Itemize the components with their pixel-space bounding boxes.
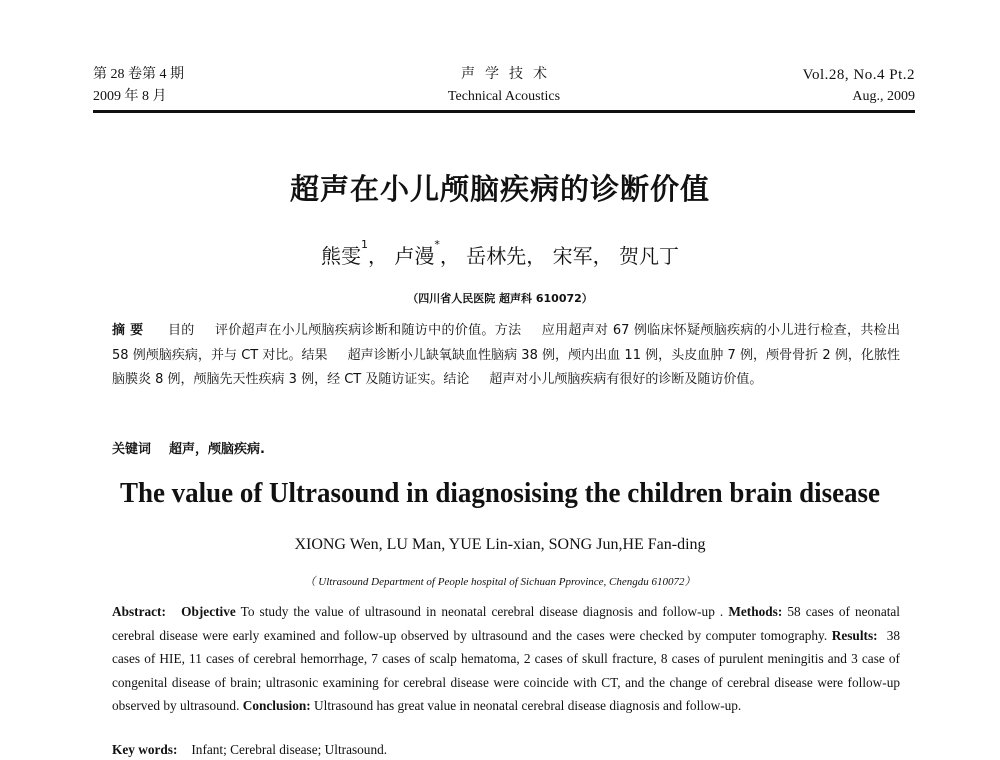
conclusion-text-en: Ultrasound has great value in neonatal cerebral disease diagnosis and follow-up.	[314, 698, 742, 713]
author-mark: *	[434, 238, 440, 251]
author-mark: 1	[361, 238, 369, 251]
keywords-label-en: Key words:	[112, 742, 178, 757]
results-label-en: Results:	[831, 627, 878, 643]
author-name: 宋军	[552, 244, 593, 268]
header-rule	[93, 110, 915, 113]
author-name: 熊雯	[321, 244, 362, 268]
affiliation-cn: （四川省人民医院 超声科 610072）	[407, 292, 593, 305]
paper-title-cn: 超声在小儿颅脑疾病的诊断价值	[289, 172, 710, 206]
keywords-en	[112, 740, 387, 760]
methods-text-en: 58 cases of neonatal cerebral disease were early examined and follow-up observed by ultrasound and the cases were checked by computer tomography.	[112, 604, 901, 643]
results-text-cn: 超声诊断小儿缺氧缺血性脑病 38 例，颅内出血 11 例，头皮血肿 7 例，颅骨骨折 2 例，化脓性脑膜炎 8 例，颅脑先天性疾病 3 例，经 CT 及随访证实。	[112, 347, 900, 387]
volume-issue-cn: 第 28 卷第 4 期	[93, 67, 184, 82]
journal-name-en: Technical Acoustics	[447, 89, 561, 104]
journal-name-cn: 声学技术	[461, 67, 557, 82]
methods-text-cn: 应用超声对 67 例临床怀疑颅脑疾病的小儿进行检查，共检出 58 例颅脑疾病，并与 CT 对比。	[112, 323, 900, 363]
author-name: 岳林先	[466, 244, 527, 268]
objective-label-cn: 目的	[167, 323, 195, 338]
separator: ，	[592, 244, 613, 268]
results-text-en: 38 cases of HIE, 11 cases of cerebral hemorrhage, 7 cases of scalp hematoma, 2 cases of skull fracture, 8 cases of purulent meningitis and 3 case of congenital disease of brain; ultrasonic examining for cerebral disease were coincide with CT, and the change of cerebral disease were follow-up observed by ultrasound.	[112, 627, 900, 713]
keywords-value-en: Infant; Cerebral disease; Ultrasound.	[191, 742, 388, 757]
conclusion-label-en: Conclusion:	[242, 698, 311, 713]
separator: ，	[439, 244, 460, 268]
author-list-en: XIONG Wen, LU Man, YUE Lin-xian, SONG Jun,HE Fan-ding	[294, 536, 706, 553]
abstract-label-cn: 摘 要	[112, 323, 144, 338]
methods-label-en: Methods:	[728, 604, 783, 619]
keywords-label-cn: 关键词	[112, 442, 152, 457]
methods-label-cn: 方法	[494, 323, 522, 338]
running-header	[93, 64, 915, 112]
objective-text-en: To study the value of ultrasound in neonatal cerebral disease diagnosis and follow-up .	[240, 604, 724, 619]
separator: ，	[368, 244, 389, 268]
objective-label-en: Objective	[181, 604, 236, 619]
conclusion-text-cn: 超声对小儿颅脑疾病有很好的诊断及随访价值。	[489, 372, 763, 387]
affiliation-en: （ Ultrasound Department of People hospital of Sichuan Pprovince, Chengdu 610072）	[304, 576, 696, 588]
abstract-en	[112, 600, 900, 718]
abstract-label-en: Abstract:	[112, 604, 166, 619]
date-en: Aug., 2009	[852, 89, 915, 104]
separator: ，	[526, 244, 547, 268]
abstract-cn	[112, 319, 900, 393]
date-cn: 2009 年 8 月	[93, 89, 167, 104]
author-name: 贺凡丁	[618, 244, 679, 268]
conclusion-label-cn: 结论	[443, 372, 470, 387]
objective-text-cn: 评价超声在小儿颅脑疾病诊断和随访中的价值。	[214, 323, 495, 338]
volume-issue-en: Vol.28, No.4 Pt.2	[802, 67, 915, 83]
keywords-value-cn: 超声，颅脑疾病.	[169, 442, 265, 457]
author-list-cn	[0, 240, 1000, 269]
paper-title-en: The value of Ultrasound in diagnosising the children brain disease	[119, 477, 881, 509]
keywords-cn	[112, 440, 265, 460]
author-name: 卢漫	[394, 244, 435, 268]
results-label-cn: 结果	[301, 347, 328, 363]
